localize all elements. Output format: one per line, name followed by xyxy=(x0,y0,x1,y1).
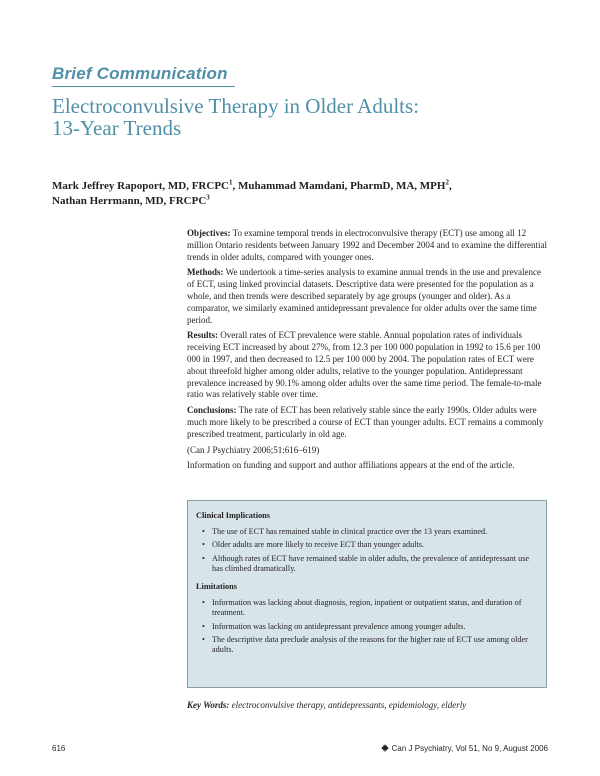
funding-note: Information on funding and support and author affiliations appears at the end of the article. xyxy=(187,460,515,471)
limitations-heading: Limitations xyxy=(196,582,238,592)
abstract-conclusions xyxy=(187,405,549,440)
title-line-1: Electroconvulsive Therapy in Older Adults: xyxy=(52,94,420,118)
objectives-label: Objectives: xyxy=(187,228,231,238)
list-item: • The use of ECT has remained stable in clinical practice over the 13 years examined. xyxy=(206,527,536,537)
journal-citation xyxy=(381,744,548,753)
methods-text: We undertook a time-series analysis to examine annual trends in the use and prevalence of ECT, using linked provincial datasets. Descriptive data were presented for the population as a whole, and then trends were described separately by age groups (younger and older). As a comparator, we similarly examined antidepressant prevalence for older adults over the same time period. xyxy=(187,267,542,325)
objectives-text: To examine temporal trends in electroconvulsive therapy (ECT) use among all 12 million Ontario residents between January 1992 and December 2004 and to examine the differential trends in older adults, compared with younger ones. xyxy=(187,228,547,262)
author-separator: , xyxy=(448,180,452,192)
section-rule xyxy=(52,86,235,87)
section-label: Brief Communication xyxy=(52,64,228,83)
maple-leaf-icon xyxy=(381,744,389,752)
list-item: • Information was lacking about diagnosis, region, inpatient or outpatient status, and duration of treatment. xyxy=(206,598,536,618)
author-2-affiliation: 2 xyxy=(445,178,449,187)
author-list xyxy=(52,179,572,209)
list-item: • Although rates of ECT have remained stable in older adults, the prevalence of antidepressant use has climbed dramatically. xyxy=(206,554,536,574)
keywords xyxy=(187,700,567,710)
list-item: • Older adults are more likely to receive ECT than younger adults. xyxy=(206,540,536,550)
list-item: • The descriptive data preclude analysis of the reasons for the higher rate of ECT use among older adults. xyxy=(206,635,536,655)
conclusions-text: The rate of ECT has been relatively stable since the early 1990s. Older adults were much more likely to be prescribed a course of ECT than younger adults. ECT remains a commonly prescribed treatment, particularly in old age. xyxy=(187,405,544,439)
author-3: Nathan Herrmann, MD, FRCPC xyxy=(52,195,207,207)
abstract-methods xyxy=(187,267,549,326)
implications-heading: Clinical Implications xyxy=(196,511,270,520)
clinical-callout-box xyxy=(187,500,547,688)
journal-text: Can J Psychiatry, Vol 51, No 9, August 2006 xyxy=(391,744,548,753)
results-label: Results: xyxy=(187,330,218,341)
page-number: 616 xyxy=(52,744,66,753)
title-line-2: 13-Year Trends xyxy=(52,116,182,140)
citation: (Can J Psychiatry 2006;51:616–619) xyxy=(187,444,320,455)
keywords-text: electroconvulsive therapy, antidepressants, epidemiology, elderly xyxy=(231,700,467,710)
article-title xyxy=(52,95,552,139)
author-1: Mark Jeffrey Rapoport, MD, FRCPC xyxy=(52,180,229,192)
author-2: Muhammad Mamdani, PharmD, MA, MPH xyxy=(237,180,446,192)
results-text: Overall rates of ECT prevalence were stable. Annual population rates of individuals receiving ECT increased by about 27%, from 12.3 per 100 000 population in 1992 to 15.6 per 100 000 in 1997, and then decreased to 12.5 per 100 000 by 2004. The population rates of ECT were about threefold higher among older adults, relative to the younger population. Antidepressant prevalence increased by 90.1% among older adults over the same time period. The female-to-male ratio was relatively stable over time. xyxy=(187,330,542,400)
author-1-affiliation: 1 xyxy=(228,178,233,187)
conclusions-label: Conclusions: xyxy=(187,405,237,416)
list-item: • Information was lacking on antidepressant prevalence among younger adults. xyxy=(206,622,536,632)
author-3-affiliation: 3 xyxy=(206,193,210,202)
methods-label: Methods: xyxy=(187,267,224,278)
limitations-list xyxy=(196,598,536,655)
abstract xyxy=(187,228,549,476)
implications-list xyxy=(196,527,536,574)
abstract-objectives xyxy=(187,228,549,263)
abstract-results xyxy=(187,330,549,401)
keywords-label: Key Words: xyxy=(187,700,230,710)
author-separator: , xyxy=(232,180,238,192)
